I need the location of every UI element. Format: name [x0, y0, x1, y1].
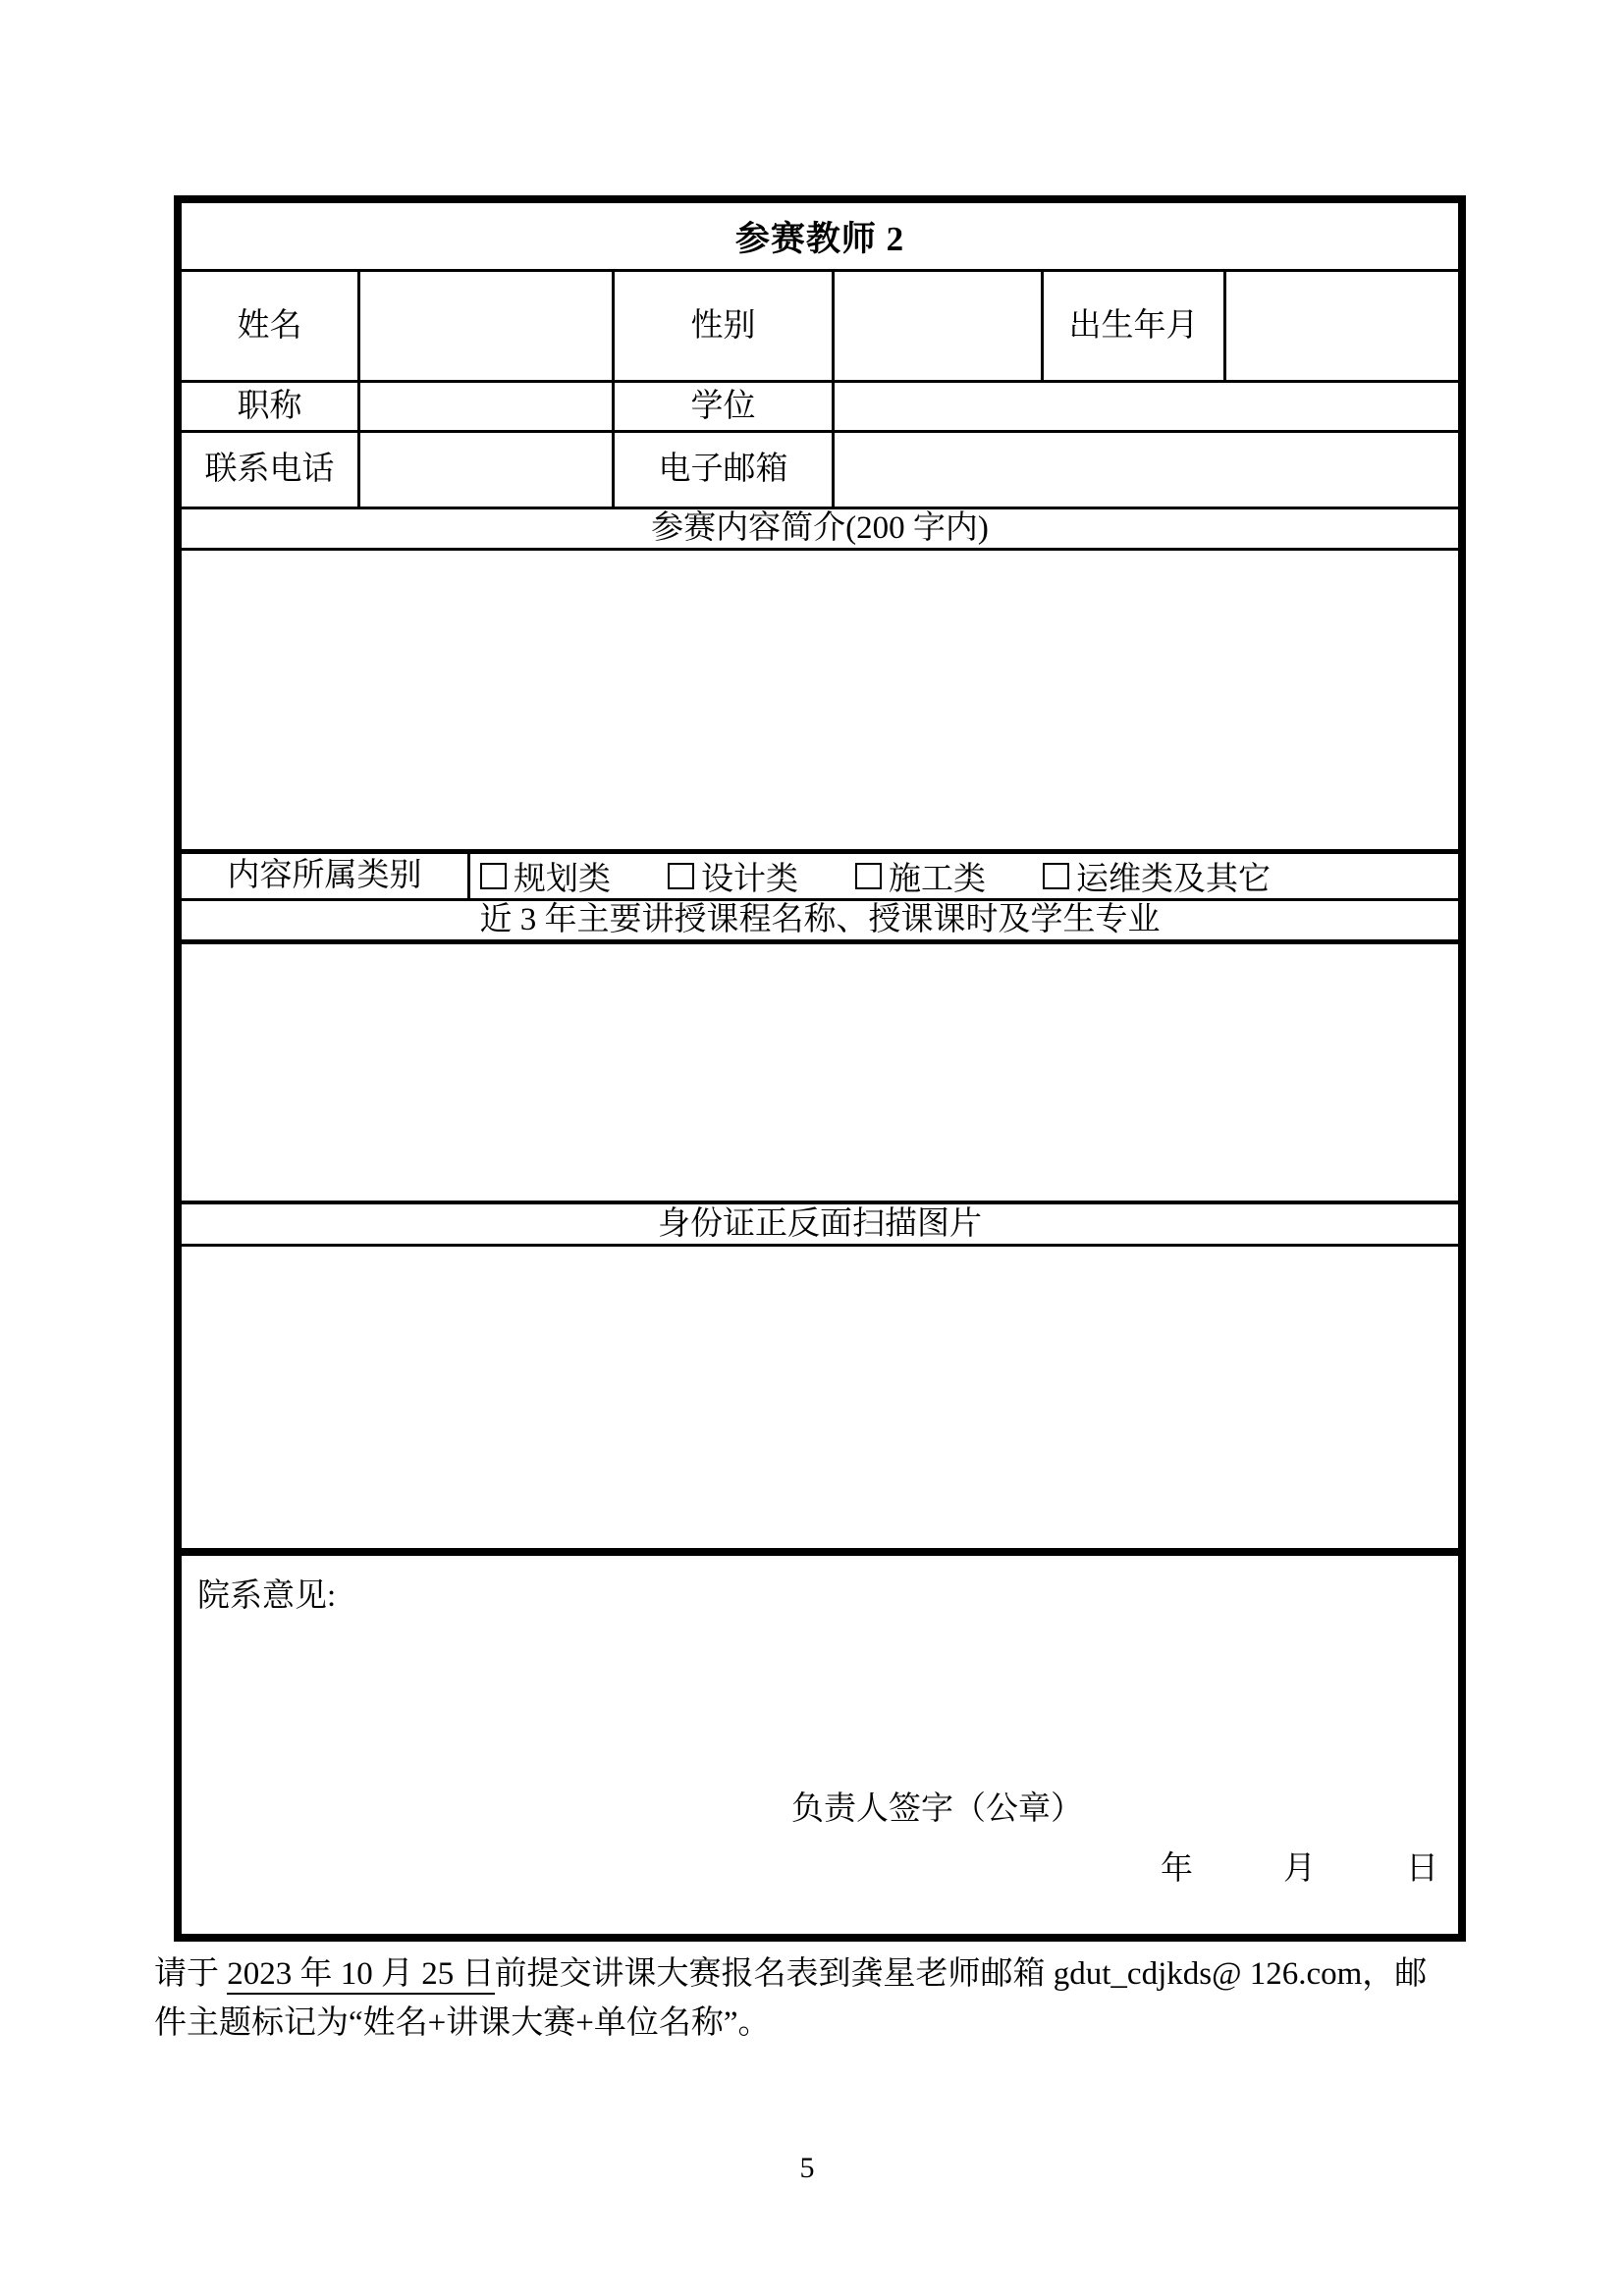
name-value-field[interactable]: [360, 272, 615, 380]
category-option-label: 设计类: [701, 862, 798, 897]
birth-label-cell: [1044, 272, 1226, 380]
rank-value-field[interactable]: [360, 383, 615, 430]
degree-label: 学位: [690, 388, 756, 424]
intro-header-row: [182, 509, 1458, 551]
category-label-cell: [182, 854, 470, 898]
date-year-label: 年: [1161, 1851, 1193, 1887]
row-category: [182, 854, 1458, 901]
row-phone-email: [182, 433, 1458, 509]
category-label: 内容所属类别: [227, 858, 422, 894]
opinion-label: 院系意见:: [197, 1578, 337, 1614]
phone-value-field[interactable]: [360, 433, 615, 507]
registration-form-table: [174, 195, 1466, 1942]
row-rank-degree: [182, 383, 1458, 433]
category-options: [470, 854, 1458, 898]
category-option-planning[interactable]: [480, 853, 611, 899]
date-day-label: 日: [1406, 1851, 1438, 1887]
category-option-label: 运维类及其它: [1076, 862, 1271, 897]
row-name-gender-birth: [182, 272, 1458, 383]
category-option-label: 规划类: [514, 862, 611, 897]
signature-label: 负责人签字（公章）: [791, 1791, 1083, 1827]
gender-label: 性别: [690, 307, 756, 344]
rank-label: 职称: [237, 388, 302, 424]
email-value-field[interactable]: [835, 433, 1458, 507]
idcard-header: 身份证正反面扫描图片: [658, 1205, 982, 1242]
checkbox-icon[interactable]: [855, 863, 882, 889]
category-option-label: 施工类: [889, 862, 986, 897]
submission-note: [154, 1949, 1529, 2048]
courses-header-row: [182, 901, 1458, 944]
department-opinion-section[interactable]: [182, 1556, 1458, 1934]
form-title: 参赛教师 2: [734, 219, 905, 258]
note-line2: 件主题标记为“姓名+讲课大赛+单位名称”。: [154, 2005, 771, 2041]
category-option-construction[interactable]: [855, 853, 986, 899]
category-option-operation[interactable]: [1043, 853, 1271, 899]
gender-value-field[interactable]: [835, 272, 1044, 380]
opinion-blank-space[interactable]: [182, 1616, 1458, 1783]
date-line: [182, 1842, 1458, 1889]
note-deadline-underlined: 2023 年 10 月 25 日: [227, 1956, 494, 1995]
intro-header: 参赛内容简介(200 字内): [651, 510, 989, 547]
degree-value-field[interactable]: [835, 383, 1458, 430]
birth-value-field[interactable]: [1226, 272, 1458, 380]
intro-content-field[interactable]: [182, 551, 1458, 854]
name-label-cell: [182, 272, 360, 380]
note-line1-rest: 前提交讲课大赛报名表到龚星老师邮箱 gdut_cdjkds@ 126.com，邮: [494, 1956, 1428, 1992]
phone-label: 联系电话: [204, 452, 335, 488]
birth-label: 出生年月: [1068, 307, 1199, 344]
idcard-header-row: [182, 1204, 1458, 1247]
idcard-content-field[interactable]: [182, 1247, 1458, 1556]
checkbox-icon[interactable]: [1043, 863, 1069, 889]
email-label: 电子邮箱: [658, 452, 788, 488]
degree-label-cell: [615, 383, 835, 430]
name-label: 姓名: [237, 307, 302, 344]
gender-label-cell: [615, 272, 835, 380]
form-title-row: [182, 203, 1458, 272]
note-line1-prefix: 请于: [154, 1956, 228, 1992]
phone-label-cell: [182, 433, 360, 507]
courses-header: 近 3 年主要讲授课程名称、授课课时及学生专业: [479, 902, 1161, 938]
email-label-cell: [615, 433, 835, 507]
courses-content-field[interactable]: [182, 944, 1458, 1204]
date-month-label: 月: [1283, 1851, 1316, 1887]
rank-label-cell: [182, 383, 360, 430]
category-option-design[interactable]: [668, 853, 798, 899]
page-number: 5: [799, 2152, 815, 2184]
checkbox-icon[interactable]: [668, 863, 694, 889]
checkbox-icon[interactable]: [480, 863, 507, 889]
